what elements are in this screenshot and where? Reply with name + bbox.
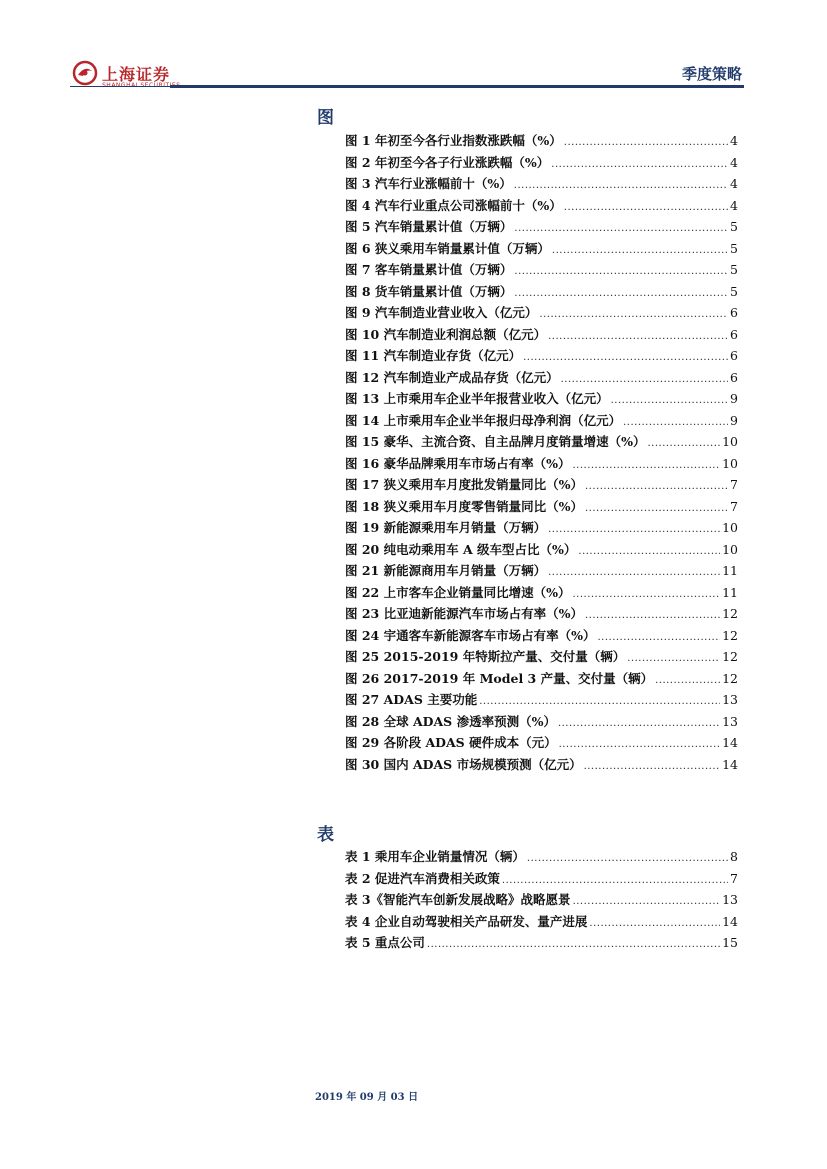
toc-entry[interactable] xyxy=(345,869,738,891)
toc-entry[interactable] xyxy=(345,647,738,669)
page-header xyxy=(0,0,827,100)
logo-emblem-icon xyxy=(72,60,98,86)
toc-entry-title: 图 17 狭义乘用车月度批发销量同比（%） xyxy=(345,477,583,492)
toc-entry-page: 12 xyxy=(722,649,738,664)
toc-entry-title: 图 28 全球 ADAS 渗透率预测（%） xyxy=(345,713,556,729)
toc-leader-dots xyxy=(479,696,720,707)
tables-list xyxy=(345,847,738,955)
company-logo xyxy=(72,60,192,96)
toc-leader-dots xyxy=(573,896,721,907)
toc-entry-page: 13 xyxy=(722,692,738,707)
toc-entry-page: 5 xyxy=(730,283,738,299)
toc-entry-page: 4 xyxy=(730,133,738,148)
figures-list xyxy=(345,131,738,776)
toc-entry-page: 5 xyxy=(730,219,738,234)
toc-entry[interactable] xyxy=(345,890,738,912)
toc-entry-title: 表 5 重点公司 xyxy=(345,935,425,950)
toc-entry-page: 10 xyxy=(722,520,738,535)
toc-entry-page: 4 xyxy=(730,197,738,213)
toc-entry-title: 图 26 2017-2019 年 Model 3 产量、交付量（辆） xyxy=(345,670,654,686)
toc-leader-dots xyxy=(589,918,720,929)
toc-entry-page: 9 xyxy=(730,412,738,428)
toc-entry[interactable] xyxy=(345,239,738,261)
toc-entry[interactable] xyxy=(345,933,738,955)
toc-entry-title: 图 30 国内 ADAS 市场规模预测（亿元） xyxy=(345,756,582,772)
toc-entry-title: 图 20 纯电动乘用车 A 级车型占比（%） xyxy=(345,541,577,557)
toc-entry[interactable] xyxy=(345,912,738,934)
toc-entry-title: 图 29 各阶段 ADAS 硬件成本（元） xyxy=(345,735,557,750)
toc-entry[interactable] xyxy=(345,368,738,390)
toc-entry-title: 图 12 汽车制造业产成品存货（亿元） xyxy=(345,369,559,385)
header-rule-thin xyxy=(70,86,170,87)
toc-entry[interactable] xyxy=(345,432,738,454)
toc-leader-dots xyxy=(514,223,728,234)
toc-entry[interactable] xyxy=(345,604,738,626)
toc-entry-title: 图 16 豪华品牌乘用车市场占有率（%） xyxy=(345,455,571,471)
tables-heading: 表 xyxy=(317,825,334,845)
toc-entry-title: 图 27 ADAS 主要功能 xyxy=(345,692,478,707)
toc-leader-dots xyxy=(514,180,728,191)
toc-entry-page: 6 xyxy=(730,305,738,320)
toc-entry-page: 12 xyxy=(722,606,738,621)
toc-entry-page: 15 xyxy=(722,935,738,950)
toc-entry[interactable] xyxy=(345,454,738,476)
toc-leader-dots xyxy=(572,589,720,600)
toc-entry-page: 5 xyxy=(730,240,738,256)
toc-entry[interactable] xyxy=(345,518,738,540)
figures-heading: 图 xyxy=(317,108,334,128)
toc-entry-page: 14 xyxy=(722,756,738,772)
toc-entry-page: 12 xyxy=(722,627,738,643)
toc-leader-dots xyxy=(611,395,728,406)
toc-entry-page: 10 xyxy=(722,455,738,471)
toc-entry[interactable] xyxy=(345,174,738,196)
toc-entry[interactable] xyxy=(345,389,738,411)
toc-entry-page: 9 xyxy=(730,391,738,406)
toc-leader-dots xyxy=(564,202,728,213)
toc-entry-page: 13 xyxy=(722,892,738,907)
toc-entry-title: 图 21 新能源商用车月销量（万辆） xyxy=(345,563,547,578)
toc-entry-page: 6 xyxy=(730,348,738,363)
toc-entry-page: 7 xyxy=(730,477,738,492)
toc-leader-dots xyxy=(561,374,728,385)
toc-entry-page: 4 xyxy=(730,176,738,191)
toc-entry[interactable] xyxy=(345,282,738,304)
toc-entry-title: 表 1 乘用车企业销量情况（辆） xyxy=(345,849,525,864)
header-rule-thick xyxy=(170,85,744,88)
toc-entry-title: 图 10 汽车制造业利润总额（亿元） xyxy=(345,326,547,342)
toc-entry-page: 14 xyxy=(722,913,738,929)
toc-entry[interactable] xyxy=(345,690,738,712)
toc-entry-page: 4 xyxy=(730,154,738,170)
toc-entry-page: 8 xyxy=(730,849,738,864)
toc-entry-page: 10 xyxy=(722,434,738,449)
toc-entry-page: 5 xyxy=(730,262,738,277)
toc-leader-dots xyxy=(655,675,720,686)
toc-entry[interactable] xyxy=(345,583,738,605)
toc-leader-dots xyxy=(584,761,721,772)
toc-entry-title: 表 3《智能汽车创新发展战略》战略愿景 xyxy=(345,892,571,907)
toc-leader-dots xyxy=(623,417,728,428)
toc-entry-title: 图 1 年初至今各行业指数涨跌幅（%） xyxy=(345,133,562,148)
toc-leader-dots xyxy=(578,546,720,557)
toc-leader-dots xyxy=(523,352,728,363)
toc-entry-title: 图 8 货车销量累计值（万辆） xyxy=(345,283,513,299)
toc-leader-dots xyxy=(552,245,728,256)
toc-entry[interactable] xyxy=(345,346,738,368)
toc-entry[interactable] xyxy=(345,712,738,734)
toc-entry-page: 13 xyxy=(722,713,738,729)
toc-leader-dots xyxy=(514,266,728,277)
toc-entry[interactable] xyxy=(345,847,738,869)
toc-entry-title: 图 23 比亚迪新能源汽车市场占有率（%） xyxy=(345,606,583,621)
toc-entry-title: 图 14 上市乘用车企业半年报归母净利润（亿元） xyxy=(345,412,622,428)
toc-entry-title: 表 2 促进汽车消费相关政策 xyxy=(345,870,500,886)
toc-entry[interactable] xyxy=(345,755,738,777)
toc-entry[interactable] xyxy=(345,561,738,583)
toc-leader-dots xyxy=(585,481,728,492)
toc-entry-title: 图 9 汽车制造业营业收入（亿元） xyxy=(345,305,538,320)
toc-entry[interactable] xyxy=(345,540,738,562)
toc-entry[interactable] xyxy=(345,497,738,519)
toc-entry-page: 6 xyxy=(730,326,738,342)
toc-entry-title: 图 6 狭义乘用车销量累计值（万辆） xyxy=(345,240,550,256)
toc-entry[interactable] xyxy=(345,411,738,433)
toc-leader-dots xyxy=(548,331,728,342)
toc-entry[interactable] xyxy=(345,733,738,755)
toc-entry-page: 7 xyxy=(730,870,738,886)
toc-entry[interactable] xyxy=(345,196,738,218)
toc-leader-dots xyxy=(502,875,728,886)
toc-leader-dots xyxy=(539,309,728,320)
toc-entry-page: 7 xyxy=(730,498,738,514)
toc-entry-title: 图 2 年初至今各子行业涨跌幅（%） xyxy=(345,154,550,170)
toc-entry[interactable] xyxy=(345,669,738,691)
toc-entry[interactable] xyxy=(345,260,738,282)
toc-leader-dots xyxy=(559,739,721,750)
logo-text: 上海证券 xyxy=(102,65,171,84)
document-type: 季度策略 xyxy=(681,65,742,83)
toc-entry-title: 图 25 2015-2019 年特斯拉产量、交付量（辆） xyxy=(345,649,626,664)
toc-entry-page: 10 xyxy=(722,541,738,557)
toc-leader-dots xyxy=(572,460,720,471)
toc-entry-title: 图 3 汽车行业涨幅前十（%） xyxy=(345,176,512,191)
footer-date: 2019 年 09 月 03 日 xyxy=(315,1092,419,1103)
toc-entry-title: 图 13 上市乘用车企业半年报营业收入（亿元） xyxy=(345,391,609,406)
toc-leader-dots xyxy=(551,159,728,170)
toc-leader-dots xyxy=(514,288,728,299)
toc-entry[interactable] xyxy=(345,325,738,347)
toc-entry-title: 图 4 汽车行业重点公司涨幅前十（%） xyxy=(345,197,562,213)
toc-leader-dots xyxy=(548,567,720,578)
toc-entry-title: 表 4 企业自动驾驶相关产品研发、量产进展 xyxy=(345,913,588,929)
toc-entry-title: 图 15 豪华、主流合资、自主品牌月度销量增速（%） xyxy=(345,434,646,449)
toc-entry-page: 14 xyxy=(722,735,738,750)
toc-entry-title: 图 5 汽车销量累计值（万辆） xyxy=(345,219,513,234)
toc-leader-dots xyxy=(548,524,720,535)
toc-entry-title: 图 24 宇通客车新能源客车市场占有率（%） xyxy=(345,627,596,643)
toc-entry-title: 图 7 客车销量累计值（万辆） xyxy=(345,262,513,277)
toc-leader-dots xyxy=(527,853,728,864)
toc-entry-page: 11 xyxy=(722,563,738,578)
toc-leader-dots xyxy=(585,503,728,514)
toc-leader-dots xyxy=(585,610,720,621)
toc-leader-dots xyxy=(597,632,720,643)
toc-entry[interactable] xyxy=(345,217,738,239)
toc-leader-dots xyxy=(558,718,720,729)
toc-entry[interactable] xyxy=(345,475,738,497)
toc-leader-dots xyxy=(647,438,720,449)
toc-leader-dots xyxy=(427,939,720,950)
toc-entry-title: 图 22 上市客车企业销量同比增速（%） xyxy=(345,584,571,600)
toc-entry[interactable] xyxy=(345,131,738,153)
toc-entry-title: 图 19 新能源乘用车月销量（万辆） xyxy=(345,520,547,535)
toc-entry-title: 图 11 汽车制造业存货（亿元） xyxy=(345,348,522,363)
toc-entry[interactable] xyxy=(345,626,738,648)
toc-entry-page: 12 xyxy=(722,670,738,686)
toc-entry[interactable] xyxy=(345,153,738,175)
toc-entry-title: 图 18 狭义乘用车月度零售销量同比（%） xyxy=(345,498,583,514)
toc-leader-dots xyxy=(627,653,720,664)
toc-entry[interactable] xyxy=(345,303,738,325)
toc-entry-page: 11 xyxy=(722,584,738,600)
toc-entry-page: 6 xyxy=(730,369,738,385)
toc-leader-dots xyxy=(564,137,728,148)
